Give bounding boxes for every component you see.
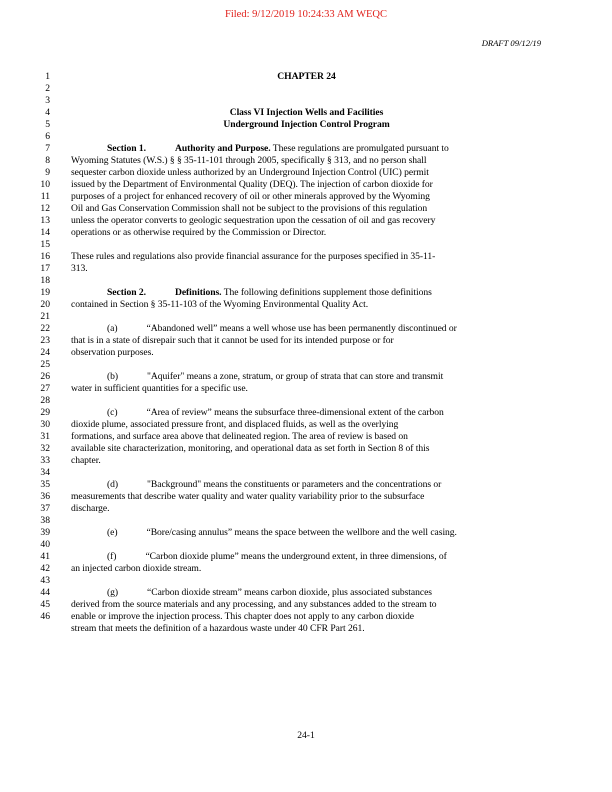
line-number: 31 xyxy=(40,431,50,442)
paragraph-line: unless the operator converts to geologic sequestration upon the cessation of oil and gas recovery xyxy=(71,215,436,226)
line-number: 2 xyxy=(45,83,50,94)
line-number: 4 xyxy=(45,107,50,118)
line-number: 25 xyxy=(40,359,50,370)
definition-f: (f) “Carbon dioxide plume” means the underground extent, in three dimensions, of xyxy=(107,551,447,562)
line-number: 8 xyxy=(45,155,50,166)
paragraph-line: operations or as otherwise required by the Commission or Director. xyxy=(71,227,327,238)
line-number: 16 xyxy=(40,251,50,262)
line-number: 45 xyxy=(40,599,50,610)
section-1-title: Authority and Purpose. xyxy=(174,143,271,154)
paragraph-line: purposes of a project for enhanced recovery of oil or other minerals approved by the Wyoming xyxy=(71,191,430,202)
line-number: 5 xyxy=(45,119,50,130)
paragraph-line: These rules and regulations also provide financial assurance for the purposes specified in 35-11- xyxy=(71,251,436,262)
line-number: 6 xyxy=(45,131,50,142)
line-number: 26 xyxy=(40,371,50,382)
line-number: 40 xyxy=(40,539,50,550)
paragraph-line: an injected carbon dioxide stream. xyxy=(71,563,202,574)
line-number: 13 xyxy=(40,215,50,226)
line-number: 11 xyxy=(40,191,50,202)
line-number: 33 xyxy=(40,455,50,466)
paragraph-line: chapter. xyxy=(71,455,101,466)
page-number: 24-1 xyxy=(297,730,315,741)
line-number: 19 xyxy=(40,287,50,298)
line-number: 28 xyxy=(40,395,50,406)
paragraph-line: water in sufficient quantities for a specific use. xyxy=(71,383,248,394)
paragraph-line: derived from the source materials and any processing, and any substances added to the stream to xyxy=(71,599,437,610)
line-number: 24 xyxy=(40,347,50,358)
section-2-first-line: Section 2. Definitions. The following definitions supplement those definitions xyxy=(107,287,432,298)
line-number: 18 xyxy=(40,275,50,286)
line-number: 27 xyxy=(40,383,50,394)
chapter-subtitle-1: Class VI Injection Wells and Facilities xyxy=(229,107,384,118)
paragraph-line: 313. xyxy=(71,263,88,274)
paragraph-line: that is in a state of disrepair such that it cannot be used for its intended purpose or for xyxy=(71,335,394,346)
line-number: 23 xyxy=(40,335,50,346)
section-2-heading: Section 2. xyxy=(107,287,146,298)
paragraph-line: issued by the Department of Environmental Quality (DEQ). The injection of carbon dioxide for xyxy=(71,179,433,190)
section-2-title: Definitions. xyxy=(174,287,222,298)
line-number: 9 xyxy=(45,167,50,178)
paragraph-line: stream that meets the definition of a hazardous waste under 40 CFR Part 261. xyxy=(71,623,365,634)
line-number: 20 xyxy=(40,299,50,310)
line-number: 22 xyxy=(40,323,50,334)
definition-g: (g) “Carbon dioxide stream” means carbon dioxide, plus associated substances xyxy=(107,587,432,598)
definition-b: (b) "Aquifer" means a zone, stratum, or group of strata that can store and transmit xyxy=(107,371,444,382)
line-number: 36 xyxy=(40,491,50,502)
line-number: 3 xyxy=(45,95,50,106)
chapter-subtitle-2: Underground Injection Control Program xyxy=(223,119,390,130)
line-number: 37 xyxy=(40,503,50,514)
line-number: 14 xyxy=(40,227,50,238)
line-number: 17 xyxy=(40,263,50,274)
paragraph-line: formations, and surface area above that delineated region. The area of review is based on xyxy=(71,431,408,442)
definition-d: (d) "Background" means the constituents or parameters and the concentrations or xyxy=(107,479,442,490)
chapter-title: CHAPTER 24 xyxy=(277,71,336,82)
line-number: 35 xyxy=(40,479,50,490)
paragraph-line: measurements that describe water quality and water quality variability prior to the subsurface xyxy=(71,491,425,502)
line-number: 30 xyxy=(40,419,50,430)
line-number: 29 xyxy=(40,407,50,418)
paragraph-line: Wyoming Statutes (W.S.) § § 35-11-101 through 2005, specifically § 313, and no person shall xyxy=(71,155,427,166)
definition-c: (c) “Area of review” means the subsurface three-dimensional extent of the carbon xyxy=(107,407,444,418)
line-number: 39 xyxy=(40,527,50,538)
line-number: 41 xyxy=(40,551,50,562)
paragraph-line: dioxide plume, associated pressure front, and displaced fluids, as well as the overlying xyxy=(71,419,399,430)
paragraph-line: observation purposes. xyxy=(71,347,154,358)
definition-a: (a) “Abandoned well” means a well whose use has been permanently discontinued or xyxy=(107,323,457,334)
line-number: 44 xyxy=(40,587,50,598)
filed-stamp: Filed: 9/12/2019 10:24:33 AM WEQC xyxy=(225,9,387,20)
definition-e: (e) “Bore/casing annulus” means the space between the wellbore and the well casing. xyxy=(107,527,457,538)
paragraph-line: discharge. xyxy=(71,503,110,514)
line-number: 38 xyxy=(40,515,50,526)
line-number: 46 xyxy=(40,611,50,622)
draft-date: DRAFT 09/12/19 xyxy=(481,38,541,48)
line-number: 15 xyxy=(40,239,50,250)
paragraph-line: sequester carbon dioxide unless authorized by an Underground Injection Control (UIC) permit xyxy=(71,167,429,178)
line-number: 34 xyxy=(40,467,50,478)
line-number: 21 xyxy=(40,311,50,322)
paragraph-line: contained in Section § 35-11-103 of the Wyoming Environmental Quality Act. xyxy=(71,299,369,310)
line-number: 32 xyxy=(40,443,50,454)
paragraph-line: Oil and Gas Conservation Commission shall not be subject to the provisions of this regulation xyxy=(71,203,428,214)
line-number: 43 xyxy=(40,575,50,586)
line-number: 10 xyxy=(40,179,50,190)
paragraph-line: available site characterization, monitoring, and operational data as set forth in Section 8 of this xyxy=(71,443,430,454)
line-number: 42 xyxy=(40,563,50,574)
line-number: 1 xyxy=(45,71,50,82)
section-1-heading: Section 1. xyxy=(107,143,146,154)
paragraph-line: enable or improve the injection process. This chapter does not apply to any carbon dioxide xyxy=(71,611,414,622)
section-1-first-line: Section 1. Authority and Purpose. These regulations are promulgated pursuant to xyxy=(107,143,449,154)
line-number: 12 xyxy=(40,203,50,214)
line-number: 7 xyxy=(45,143,50,154)
